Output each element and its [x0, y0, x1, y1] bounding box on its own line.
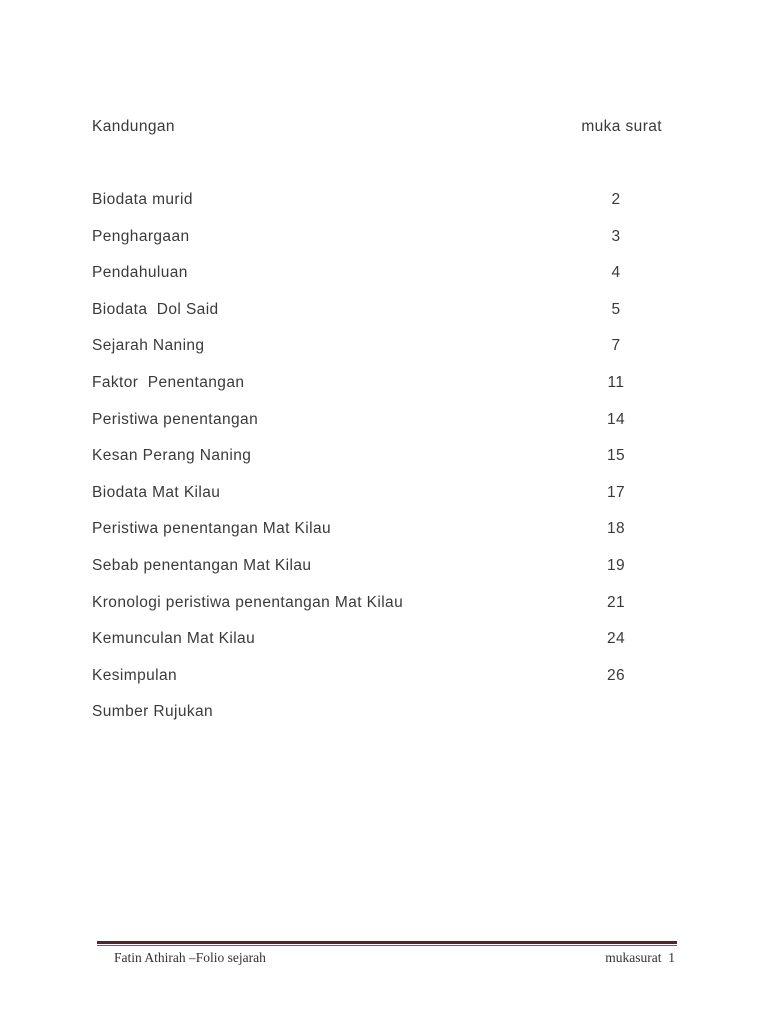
toc-item-page: 24	[606, 630, 626, 648]
toc-item-title: Peristiwa penentangan	[92, 410, 259, 428]
toc-item-page: 7	[611, 337, 621, 355]
toc-row	[92, 411, 662, 448]
toc-item-title: Kesan Perang Naning	[92, 447, 252, 465]
toc-item-page: 17	[606, 483, 626, 501]
toc-item-title: Faktor Penentangan	[92, 373, 245, 391]
footer-author: Fatin Athirah –Folio sejarah	[114, 950, 266, 965]
footer-page-number: mukasurat 1	[605, 950, 675, 965]
toc-item-title: Sebab penentangan Mat Kilau	[92, 556, 312, 574]
toc-item-title: Kesimpulan	[92, 666, 177, 684]
toc-row	[92, 520, 662, 557]
toc-row	[92, 703, 662, 740]
toc-item-page: 2	[611, 191, 621, 208]
toc-row	[92, 484, 662, 521]
toc-item-page: 21	[606, 593, 626, 611]
footer-text-row	[97, 946, 677, 966]
toc-row	[92, 447, 662, 484]
toc-item-title: Penghargaan	[92, 227, 190, 245]
toc-list	[92, 191, 662, 740]
toc-row	[92, 228, 662, 265]
toc-item-page: 4	[611, 264, 621, 282]
toc-row	[92, 301, 662, 338]
toc-item-page: 3	[611, 227, 621, 245]
toc-item-page: 19	[606, 556, 626, 574]
toc-row	[92, 630, 662, 667]
toc-item-title: Biodata Mat Kilau	[92, 483, 221, 501]
toc-row	[92, 594, 662, 631]
toc-item-page: 26	[606, 666, 626, 684]
toc-header	[92, 118, 662, 136]
toc-content	[92, 118, 662, 740]
toc-row	[92, 337, 662, 374]
toc-row	[92, 264, 662, 301]
toc-item-title: Kronologi peristiwa penentangan Mat Kilau	[92, 593, 404, 611]
toc-item-title: Sejarah Naning	[92, 337, 205, 355]
toc-item-title: Pendahuluan	[92, 264, 188, 282]
toc-row	[92, 557, 662, 594]
toc-header-page-label: muka surat	[581, 118, 662, 135]
toc-item-page: 5	[611, 300, 621, 318]
toc-item-title: Sumber Rujukan	[92, 703, 214, 721]
toc-item-title: Peristiwa penentangan Mat Kilau	[92, 520, 332, 538]
toc-item-title: Kemunculan Mat Kilau	[92, 630, 256, 648]
toc-row	[92, 191, 662, 228]
toc-item-page: 15	[606, 447, 626, 465]
toc-item-title: Biodata murid	[92, 191, 193, 208]
toc-item-page: 11	[607, 373, 625, 391]
toc-row	[92, 667, 662, 704]
toc-item-page: 18	[606, 520, 626, 538]
toc-item-page: 14	[606, 410, 626, 428]
toc-item-title: Biodata Dol Said	[92, 300, 219, 318]
toc-row	[92, 374, 662, 411]
toc-header-title: Kandungan	[92, 118, 175, 135]
page-footer	[97, 941, 677, 966]
